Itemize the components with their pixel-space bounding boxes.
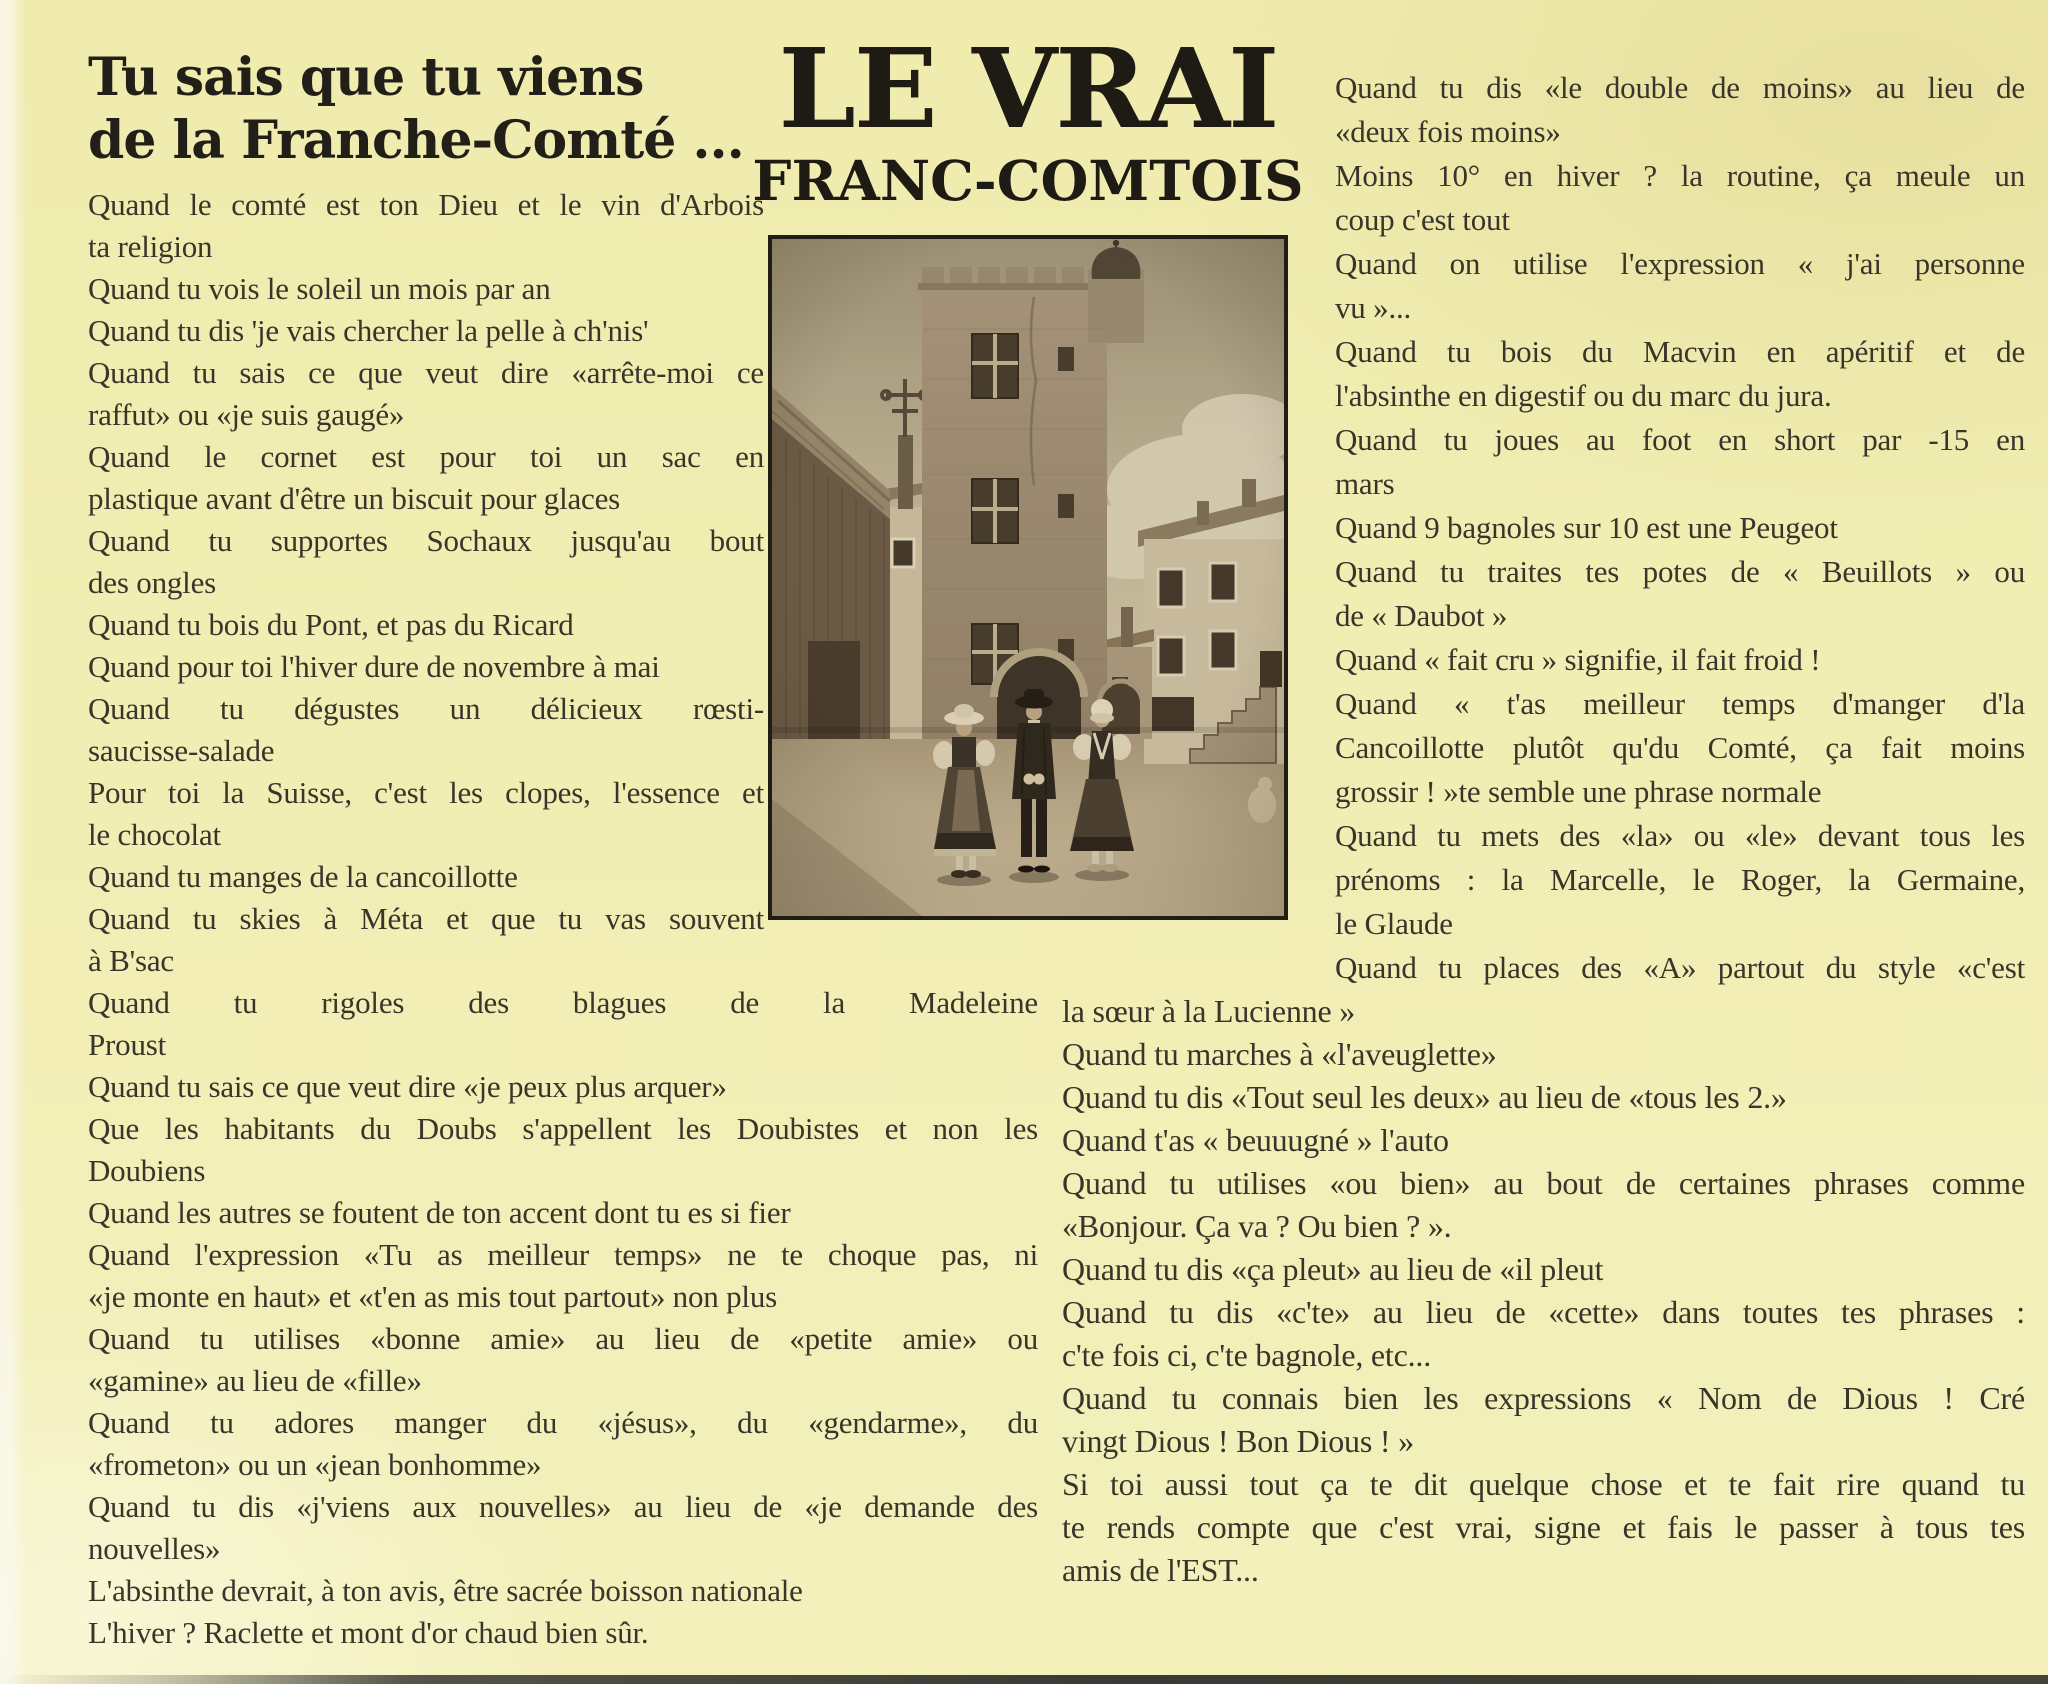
left-column-text-lower [88,982,1038,1654]
text-line: amis de l'EST... [1062,1552,1259,1588]
text-line: prénoms : la Marcelle, le Roger, la Germaine, [1335,862,2025,897]
photo-illustration [772,239,1284,916]
text-line: Quand tu traites tes potes de « Beuillots » ou [1335,554,2025,589]
text-line: Quand tu manges de la cancoillotte [88,859,518,894]
text-line: L'hiver ? Raclette et mont d'or chaud bien sûr. [88,1615,649,1650]
photo-courtyard [768,235,1288,920]
text-line: Quand tu dis «le double de moins» au lieu de [1335,70,2025,105]
text-line: Quand tu dégustes un délicieux rœsti- [88,691,764,726]
masthead-line1: LE VRAI [778,24,1278,153]
text-line: Quand 9 bagnoles sur 10 est une Peugeot [1335,510,1838,545]
left-column-text-upper [88,184,764,982]
text-line: «deux fois moins» [1335,114,1561,149]
text-line: te rends compte que c'est vrai, signe et fais le passer à tous tes [1062,1509,2025,1545]
text-line: la sœur à la Lucienne » [1062,993,1356,1029]
text-line: vu »... [1335,290,1412,325]
text-line: Quand tu vois le soleil un mois par an [88,271,551,306]
text-line: «frometon» ou un «jean bonhomme» [88,1447,542,1482]
text-line: plastique avant d'être un biscuit pour glaces [88,481,621,516]
left-column-title-line1: Tu sais que tu viens [88,47,644,108]
text-line: saucisse-salade [88,733,275,768]
vignette [772,239,1284,916]
masthead [738,24,1318,213]
text-line: Quand le cornet est pour toi un sac en [88,439,764,474]
text-line: Quand on utilise l'expression « j'ai personne [1335,246,2025,281]
text-line: nouvelles» [88,1531,221,1566]
left-column-title-line2: de la Franche-Comté ... [88,110,744,171]
bottom-section [1062,990,2025,1592]
text-line: Doubiens [88,1153,206,1188]
text-line: Si toi aussi tout ça te dit quelque chose et te fait rire quand tu [1062,1466,2025,1502]
text-line: L'absinthe devrait, à ton avis, être sacrée boisson nationale [88,1573,803,1608]
text-line: Quand tu rigoles des blagues de la Madeleine [88,985,1038,1020]
text-line: Quand tu places des «A» partout du style «c'est [1335,950,2025,985]
text-line: Quand tu mets des «la» ou «le» devant tous les [1335,818,2025,853]
text-line: l'absinthe en digestif ou du marc du jura. [1335,378,1832,413]
text-line: Quand tu dis «ça pleut» au lieu de «il pleut [1062,1251,1604,1287]
text-line: Quand tu dis «j'viens aux nouvelles» au lieu de «je demande des [88,1489,1038,1524]
text-line: c'te fois ci, c'te bagnole, etc... [1062,1337,1432,1373]
text-line: Quand tu connais bien les expressions « Nom de Dious ! Cré [1062,1380,2025,1416]
text-line: Quand l'expression «Tu as meilleur temps» ne te choque pas, ni [88,1237,1038,1272]
text-line: «Bonjour. Ça va ? Ou bien ? ». [1062,1208,1452,1244]
text-line: Quand « t'as meilleur temps d'manger d'la [1335,686,2025,721]
text-line: vingt Dious ! Bon Dious ! » [1062,1423,1414,1459]
text-line: «gamine» au lieu de «fille» [88,1363,422,1398]
text-line: Quand t'as « beuuugné » l'auto [1062,1122,1449,1158]
right-column [1335,66,2025,990]
text-line: Que les habitants du Doubs s'appellent les Doubistes et non les [88,1111,1038,1146]
text-line: Quand tu bois du Pont, et pas du Ricard [88,607,574,642]
masthead-line2: FRANC-COMTOIS [752,148,1304,213]
text-line: Quand tu utilises «bonne amie» au lieu de «petite amie» ou [88,1321,1038,1356]
text-line: ta religion [88,229,213,264]
text-line: Quand tu dis 'je vais chercher la pelle à ch'nis' [88,313,649,348]
text-line: «je monte en haut» et «t'en as mis tout partout» non plus [88,1279,777,1314]
text-line: Quand pour toi l'hiver dure de novembre à mai [88,649,660,684]
text-line: Quand tu dis «Tout seul les deux» au lieu de «tous les 2.» [1062,1079,1787,1115]
text-line: Quand tu supportes Sochaux jusqu'au bout [88,523,764,558]
text-line: Moins 10° en hiver ? la routine, ça meule un [1335,158,2025,193]
text-line: Cancoillotte plutôt qu'du Comté, ça fait moins [1335,730,2025,765]
text-line: Proust [88,1027,167,1062]
text-line: des ongles [88,565,217,600]
text-line: grossir ! »te semble une phrase normale [1335,774,1822,809]
text-line: mars [1335,466,1395,501]
text-line: Quand le comté est ton Dieu et le vin d'Arbois [88,187,764,222]
text-line: le chocolat [88,817,221,852]
text-line: Quand les autres se foutent de ton accent dont tu es si fier [88,1195,791,1230]
text-line: Pour toi la Suisse, c'est les clopes, l'essence et [88,775,764,810]
text-line: de « Daubot » [1335,598,1508,633]
text-line: Quand tu skies à Méta et que tu vas souvent [88,901,764,936]
text-line: raffut» ou «je suis gaugé» [88,397,405,432]
text-line: le Glaude [1335,906,1453,941]
text-line: Quand tu adores manger du «jésus», du «gendarme», du [88,1405,1038,1440]
text-line: Quand tu sais ce que veut dire «arrête-moi ce [88,355,764,390]
text-line: Quand tu joues au foot en short par -15 en [1335,422,2025,457]
text-line: Quand tu utilises «ou bien» au bout de certaines phrases comme [1062,1165,2025,1201]
text-line: coup c'est tout [1335,202,1510,237]
scan-edge-artifact [0,1675,2048,1684]
text-line: Quand tu bois du Macvin en apéritif et de [1335,334,2025,369]
text-line: Quand tu marches à «l'aveuglette» [1062,1036,1497,1072]
text-line: Quand tu sais ce que veut dire «je peux plus arquer» [88,1069,727,1104]
text-line: Quand « fait cru » signifie, il fait froid ! [1335,642,1821,677]
text-line: Quand tu dis «c'te» au lieu de «cette» dans toutes tes phrases : [1062,1294,2025,1330]
text-line: à B'sac [88,943,174,978]
